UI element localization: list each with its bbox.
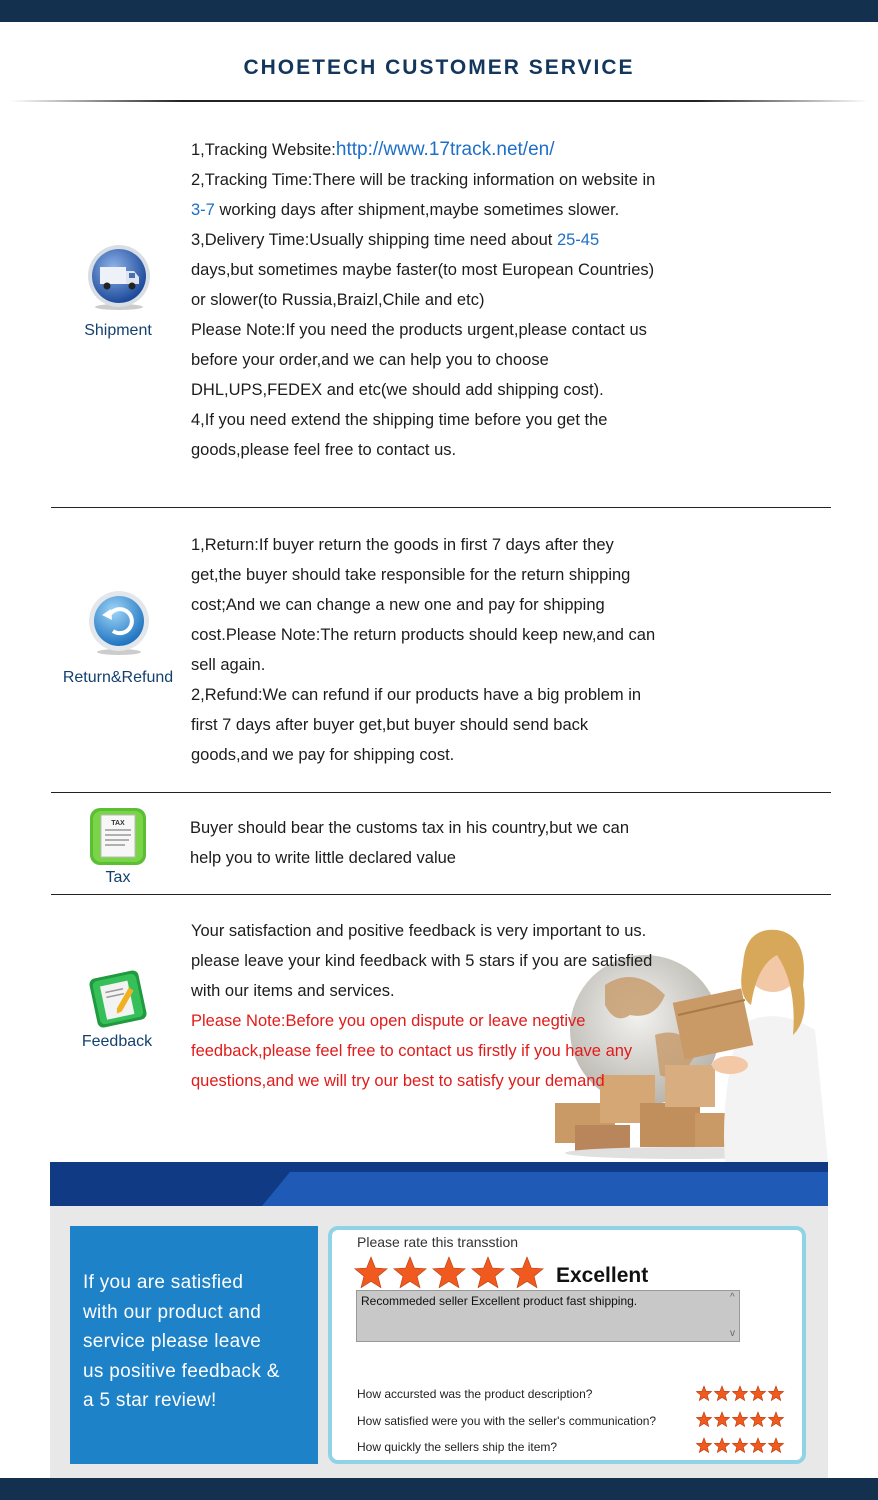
top-bar — [0, 0, 878, 22]
rating-star-5[interactable] — [768, 1412, 783, 1426]
truck-icon — [86, 243, 152, 311]
title-underline — [10, 100, 868, 102]
rating-star-5[interactable] — [768, 1438, 783, 1452]
rating-label: Excellent — [556, 1264, 649, 1287]
comment-textarea[interactable]: Recommeded seller Excellent product fast shipping. — [356, 1290, 740, 1342]
feedback-label: Feedback — [81, 1033, 153, 1050]
page-title: CHOETECH CUSTOMER SERVICE — [243, 56, 635, 79]
return-refund-label: Return&Refund — [62, 669, 174, 686]
rating-star-5[interactable] — [768, 1386, 783, 1400]
communication-star-rating[interactable] — [696, 1411, 788, 1429]
scroll-up-arrow[interactable]: ^ — [730, 1292, 735, 1303]
rating-star-4[interactable] — [472, 1257, 504, 1288]
return-icon — [87, 590, 151, 656]
scroll-down-arrow[interactable]: v — [730, 1328, 735, 1339]
divider — [51, 894, 831, 895]
review-call-to-action: If you are satisfied with our product and service please leave us positive feedback & a 5 star review! — [70, 1226, 318, 1464]
question-description: How accursted was the product description? — [357, 1387, 593, 1401]
rating-star-1[interactable] — [355, 1257, 387, 1288]
divider — [51, 792, 831, 793]
rating-star-5[interactable] — [511, 1257, 543, 1288]
rating-star-2[interactable] — [714, 1412, 729, 1426]
description-star-rating[interactable] — [696, 1385, 788, 1403]
tracking-link[interactable]: http://www.17track.net/en/ — [335, 139, 555, 160]
tax-document-icon — [89, 807, 149, 869]
feedback-pen-icon — [87, 968, 149, 1030]
shipment-label: Shipment — [84, 322, 152, 339]
overall-star-rating[interactable] — [354, 1256, 554, 1292]
tax-label: Tax — [105, 869, 131, 886]
rating-star-1[interactable] — [696, 1412, 711, 1426]
question-shipping-speed: How quickly the sellers ship the item? — [357, 1440, 558, 1454]
decorative-banner — [50, 1162, 828, 1206]
rating-star-2[interactable] — [394, 1257, 426, 1288]
rating-star-3[interactable] — [732, 1438, 747, 1452]
rating-star-1[interactable] — [696, 1386, 711, 1400]
question-communication: How satisfied were you with the seller's communication? — [357, 1414, 657, 1428]
rating-star-4[interactable] — [750, 1412, 765, 1426]
rating-form — [328, 1226, 806, 1464]
rating-star-2[interactable] — [714, 1386, 729, 1400]
shipping-speed-star-rating[interactable] — [696, 1437, 788, 1455]
tax-text: Buyer should bear the customs tax in his country,but we can help you to write little declared value — [190, 819, 630, 867]
rating-star-4[interactable] — [750, 1386, 765, 1400]
shipment-text: 1,Tracking Website:http://www.17track.net/en/ 2,Tracking Time:There will be tracking information on website in 3-7 working days after shipment,maybe sometimes slower. 3,Delivery Time:Usually shipping time need about 25-45 days,but sometimes maybe faster(to most European Countries) or slower(to Russia,Braizl,Chile and etc) Please Note:If you need the products urgent,please contact us before your order,and we can help you to choose DHL,UPS,FEDEX and etc(we should add shipping cost). 4,If you need extend the shipping time before you get the goods,please feel free to contact us. — [191, 139, 656, 459]
rating-star-4[interactable] — [750, 1438, 765, 1452]
rating-star-1[interactable] — [696, 1438, 711, 1452]
rating-star-3[interactable] — [433, 1257, 465, 1288]
rating-prompt: Please rate this transstion — [357, 1234, 519, 1250]
feedback-text: Your satisfaction and positive feedback is very important to us. please leave your kind feedback with 5 stars if you are satisfied with our items and services. Please Note:Before you open dispute or leave negtive feedback,please feel free to contact us firstly if you have any questions,and we will try our best to satisfy your demand — [191, 922, 653, 1090]
bottom-bar — [0, 1478, 878, 1500]
rating-star-3[interactable] — [732, 1412, 747, 1426]
rating-star-2[interactable] — [714, 1438, 729, 1452]
divider — [51, 507, 831, 508]
return-text: 1,Return:If buyer return the goods in first 7 days after they get,the buyer should take responsible for the return shipping cost;And we can change a new one and pay for shipping cost.Please Note:The return products should keep new,and can sell again. 2,Refund:We can refund if our products have a big problem in first 7 days after buyer get,but buyer should send back goods,and we pay for shipping cost. — [191, 536, 656, 764]
svg-text:TAX: TAX — [111, 820, 125, 827]
rating-star-3[interactable] — [732, 1386, 747, 1400]
banner-shape — [50, 1162, 828, 1206]
